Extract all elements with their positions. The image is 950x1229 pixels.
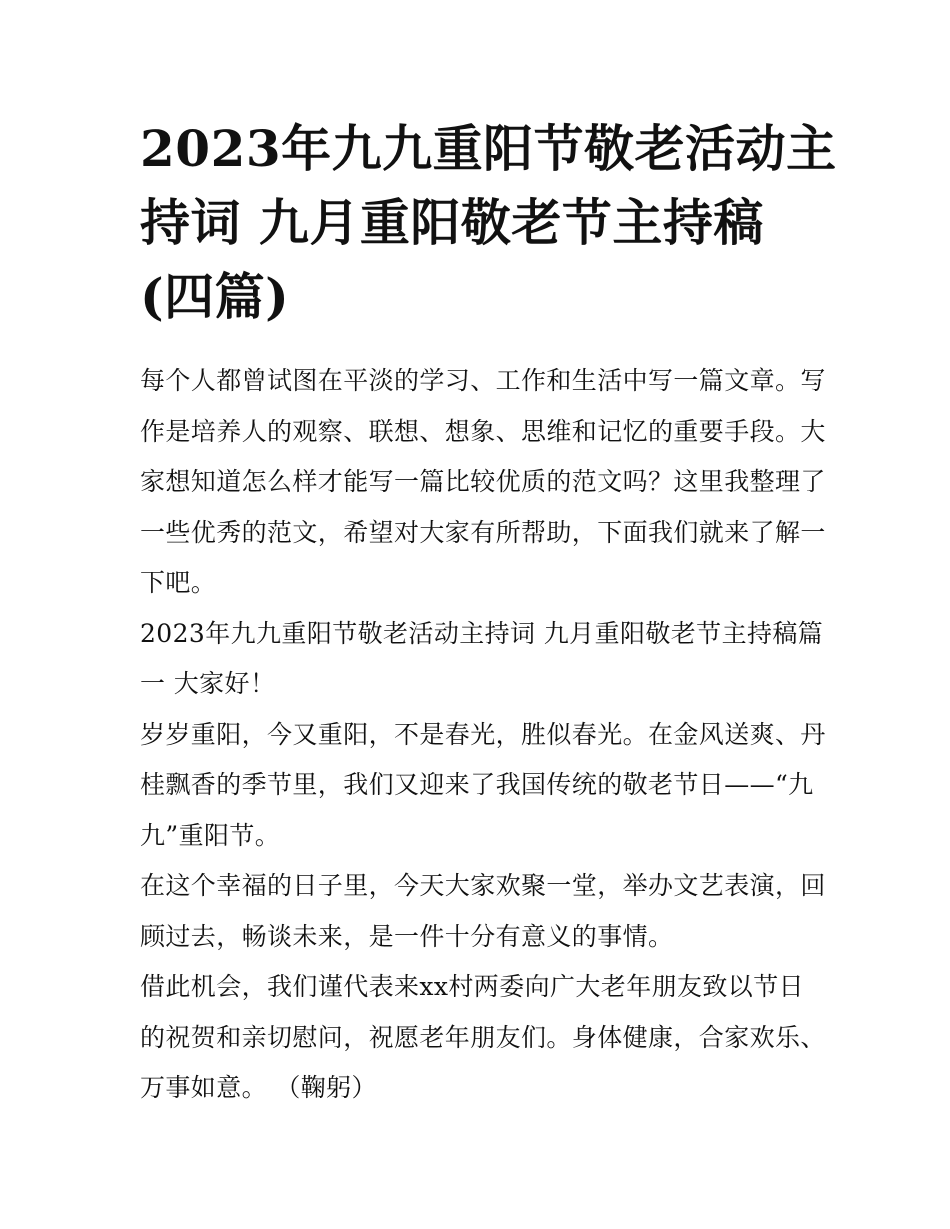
text-line: 下吧。 (140, 568, 217, 597)
document-title (140, 112, 840, 334)
text-line: 一些优秀的范文，希望对大家有所帮助，下面我们就来了解一 (140, 517, 826, 547)
text-line: 桂飘香的季节里，我们又迎来了我国传统的敬老节日——“九 (140, 770, 814, 799)
document-body (140, 356, 826, 1114)
text-line: 的祝贺和亲切慰问，祝愿老年朋友们。身体健康，合家欢乐、 (140, 1022, 826, 1052)
paragraph-wishes (140, 962, 826, 1114)
text-line: 岁岁重阳，今又重阳，不是春光，胜似春光。在金风送爽、丹 (140, 719, 826, 749)
text-line: 万事如意。 （鞠躬） (140, 1073, 377, 1102)
paragraph-intro (140, 356, 826, 609)
text-line: 在这个幸福的日子里，今天大家欢聚一堂，举办文艺表演，回 (140, 871, 826, 900)
title-line: 2023年九九重阳节敬老活动主 (140, 119, 837, 178)
text-line: 九”重阳节。 (140, 820, 281, 850)
title-line: (四篇) (140, 267, 290, 326)
text-line: 作是培养人的观察、联想、想象、思维和记忆的重要手段。大 (140, 416, 826, 446)
text-line: 家想知道怎么样才能写一篇比较优质的范文吗？这里我整理了 (140, 467, 826, 496)
text-line: 一 大家好！ (140, 669, 276, 698)
paragraph-section-heading (140, 609, 824, 710)
text-line: 借此机会，我们谨代表来xx村两委向广大老年朋友致以节日 (140, 972, 805, 1001)
paragraph-greeting (140, 710, 826, 862)
title-line: 持词 九月重阳敬老节主持稿 (140, 193, 764, 252)
text-line: 每个人都曾试图在平淡的学习、工作和生活中写一篇文章。写 (140, 366, 826, 395)
text-line: 2023年九九重阳节敬老活动主持词 九月重阳敬老节主持稿篇 (140, 618, 824, 648)
text-line: 顾过去，畅谈未来，是一件十分有意义的事情。 (140, 921, 674, 951)
paragraph-gathering (140, 861, 826, 962)
